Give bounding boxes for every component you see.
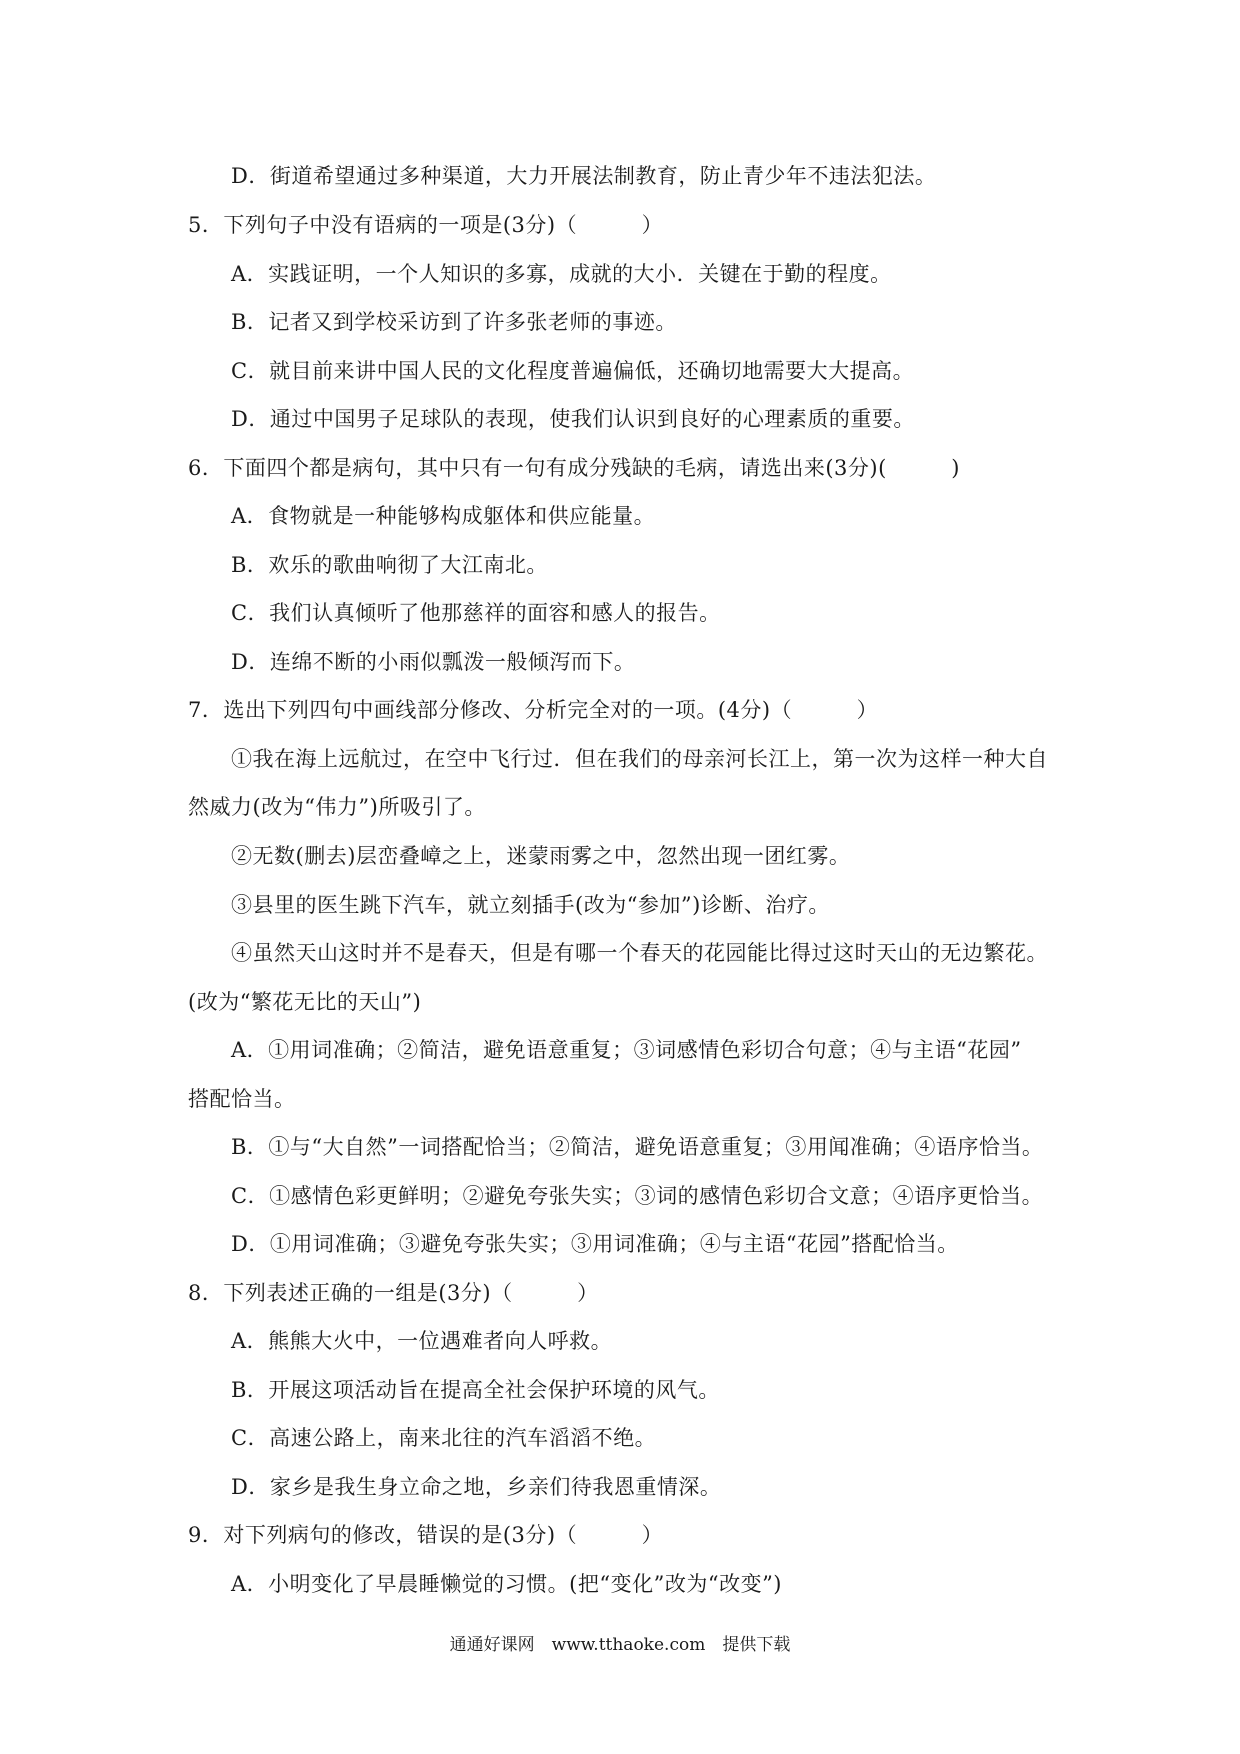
q8-option-b: B．开展这项活动旨在提高全社会保护环境的风气。	[231, 1378, 720, 1402]
q6-option-c: C．我们认真倾听了他那慈祥的面容和感人的报告。	[231, 601, 721, 625]
q7-sentence-4-cont: (改为“繁花无比的天山”)	[188, 990, 422, 1014]
q7-sentence-3: ③县里的医生跳下汽车，就立刻插手(改为“参加”)诊断、治疗。	[231, 893, 830, 917]
q7-sentence-1: ①我在海上远航过，在空中飞行过．但在我们的母亲河长江上，第一次为这样一种大自	[231, 747, 1048, 771]
q5-option-d: D．通过中国男子足球队的表现，使我们认识到良好的心理素质的重要。	[231, 407, 915, 431]
q4-option-d: D．街道希望通过多种渠道，大力开展法制教育，防止青少年不违法犯法。	[231, 164, 937, 188]
question-5: 5．下列句子中没有语病的一项是(3分)（ ）	[188, 213, 664, 237]
q7-option-d: D．①用词准确；③避免夸张失实；③用词准确；④与主语“花园”搭配恰当。	[231, 1232, 959, 1256]
q6-option-b: B．欢乐的歌曲响彻了大江南北。	[231, 553, 548, 577]
q5-option-b: B．记者又到学校采访到了许多张老师的事迹。	[231, 310, 677, 334]
question-7: 7．选出下列四句中画线部分修改、分析完全对的一项。(4分)（ ）	[188, 698, 879, 722]
question-8: 8．下列表述正确的一组是(3分)（ ）	[188, 1281, 599, 1305]
q7-sentence-2: ②无数(删去)层峦叠嶂之上，迷蒙雨雾之中，忽然出现一团红雾。	[231, 844, 851, 868]
q9-option-a: A．小明变化了早晨睡懒觉的习惯。(把“变化”改为“改变”)	[231, 1572, 782, 1596]
q7-sentence-1-cont: 然威力(改为“伟力”)所吸引了。	[188, 795, 486, 819]
q7-sentence-4: ④虽然天山这时并不是春天，但是有哪一个春天的花园能比得过这时天山的无边繁花。	[231, 941, 1048, 965]
question-9: 9．对下列病句的修改，错误的是(3分)（ ）	[188, 1523, 664, 1547]
q7-option-a: A．①用词准确；②简洁，避免语意重复；③词感情色彩切合句意；④与主语“花园”	[231, 1038, 1022, 1062]
q5-option-c: C．就目前来讲中国人民的文化程度普遍偏低，还确切地需要大大提高。	[231, 359, 915, 383]
page-footer: 通通好课网 www.tthaoke.com 提供下载	[449, 1635, 791, 1655]
q8-option-d: D．家乡是我生身立命之地，乡亲们待我恩重情深。	[231, 1475, 722, 1499]
q8-option-c: C．高速公路上，南来北往的汽车滔滔不绝。	[231, 1426, 657, 1450]
q5-option-a: A．实践证明，一个人知识的多寡，成就的大小．关键在于勤的程度。	[231, 262, 892, 286]
q6-option-d: D．连绵不断的小雨似瓢泼一般倾泻而下。	[231, 650, 636, 674]
q7-option-b: B．①与“大自然”一词搭配恰当；②简洁，避免语意重复；③用闻准确；④语序恰当。	[231, 1135, 1044, 1159]
q8-option-a: A．熊熊大火中，一位遇难者向人呼救。	[231, 1329, 613, 1353]
q7-option-c: C．①感情色彩更鲜明；②避免夸张失实；③词的感情色彩切合文意；④语序更恰当。	[231, 1184, 1044, 1208]
question-6: 6．下面四个都是病句，其中只有一句有成分残缺的毛病，请选出来(3分)( )	[188, 456, 960, 480]
q6-option-a: A．食物就是一种能够构成躯体和供应能量。	[231, 504, 656, 528]
q7-option-a-cont: 搭配恰当。	[188, 1087, 296, 1111]
